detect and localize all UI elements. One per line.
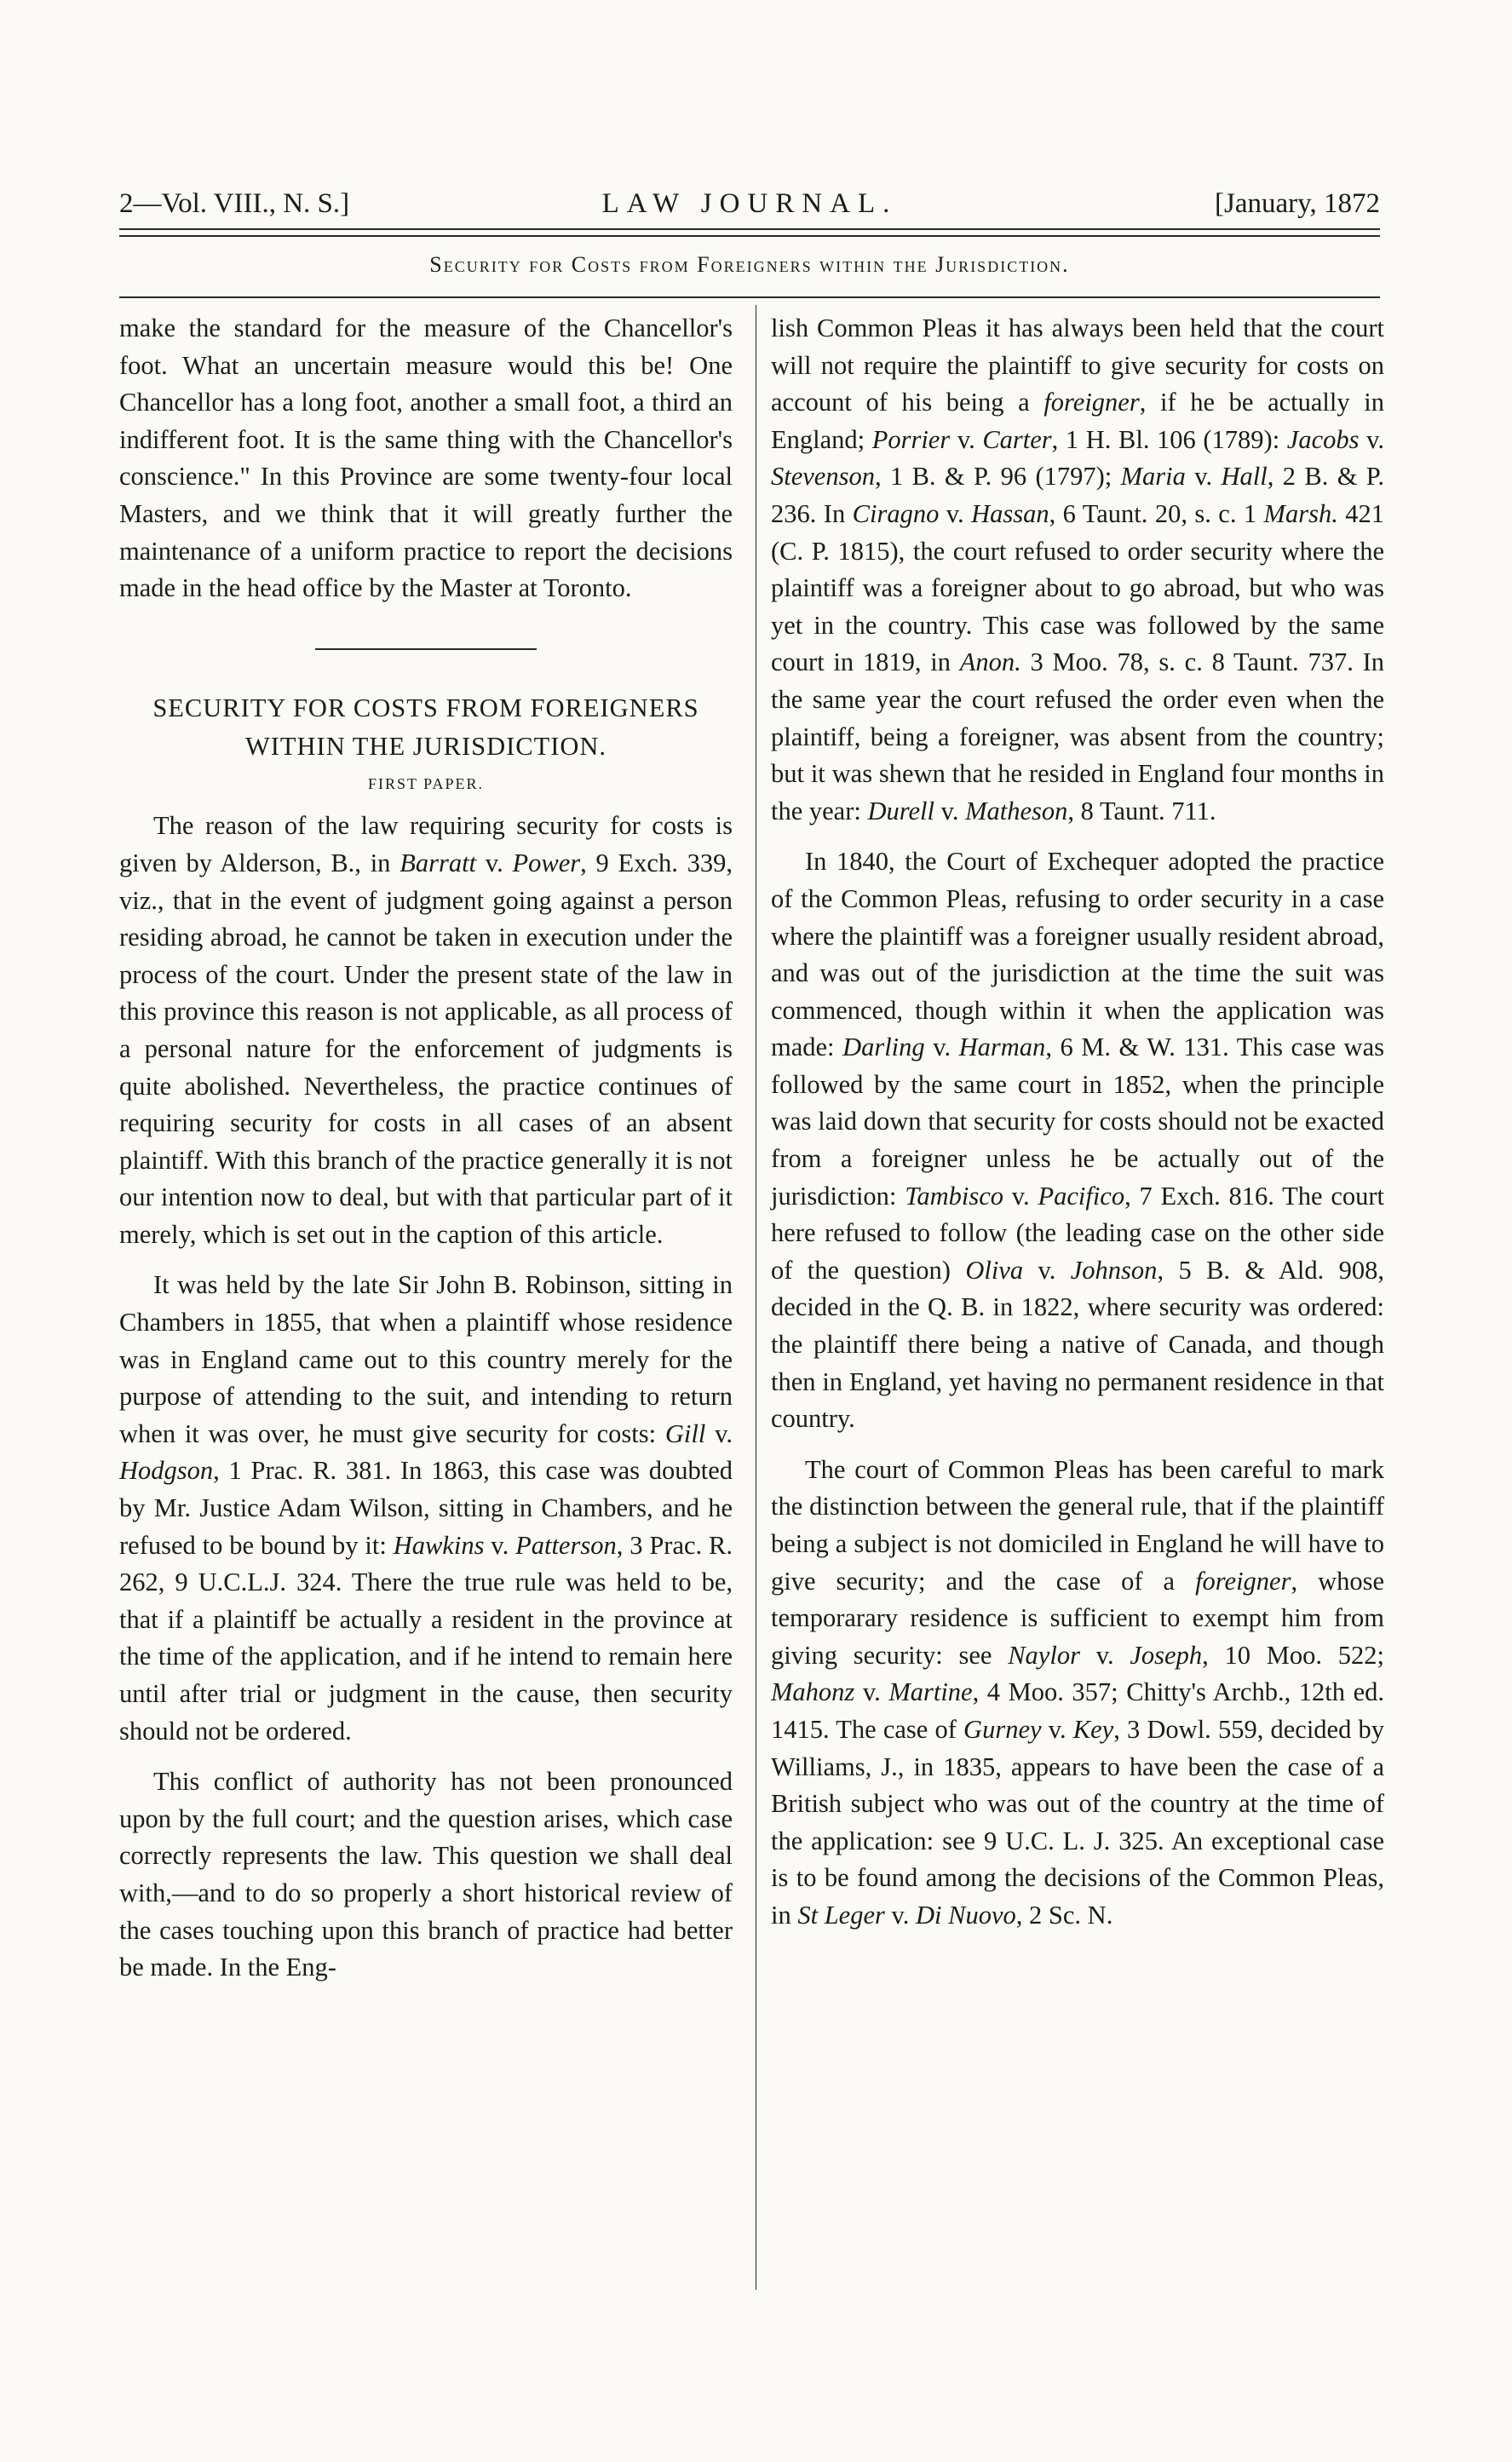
running-head — [119, 181, 1380, 226]
issue-date: [January, 1872 — [1215, 188, 1380, 219]
right-column — [771, 310, 1384, 1935]
paragraph-common-pleas: lish Common Pleas it has always been held that the court will not require the plaintiff to give security for costs on account of his being a foreigner, if he be actually in England; Porrier v. Carter, 1 H. Bl. 106 (1789): Jacobs v. Stevenson, 1 B. & P. 96 (1797); Maria v. Hall, 2 B. & P. 236. In Ciragno v. Hassan, 6 Taunt. 20, s. c. 1 Marsh. 421 (C. P. 1815), the court refused to order security where the plaintiff was a foreigner about to go abroad, but who was yet in the country. This case was followed by the same court in 1819, in Anon. 3 Moo. 78, s. c. 8 Taunt. 737. In the same year the court refused the order even when the plaintiff, being a foreigner, was absent from the country; but it was shewn that he resided in England four months in the year: Durell v. Matheson, 8 Taunt. 711. — [771, 314, 1385, 825]
intro-paragraph: make the standard for the measure of the Chancellor's foot. What an uncertain measure would this be! One Chancellor has a long foot, another a small foot, a third an indifferent foot. It is the same thing with the Chancellor's conscience." In this Province are some twenty-four local Masters, and we think that it will greatly further the maintenance of a uniform practice to report the decisions made in the head office by the Master at Toronto. — [119, 314, 733, 603]
volume-info: 2—Vol. VIII., N. S.] — [119, 188, 350, 219]
paragraph-conflict: This conflict of authority has not been pronounced upon by the full court; and the question arises, which case correctly represents the law. This question we shall deal with,—and to do so properly a short historical review of the cases touching upon this branch of practice had better be made. In the Eng- — [119, 1767, 733, 1982]
article-separator — [315, 648, 537, 650]
paragraph-reason: The reason of the law requiring security for costs is given by Alderson, B., in Barratt v. Power, 9 Exch. 339, viz., that in the event of judgment going against a person residing abroad, he cannot be taken in execution under the process of the court. Under the present state of the law in this province this reason is not applicable, as all process of a personal nature for the enforcement of judgments is quite abolished. Nevertheless, the practice continues of requiring security for costs in all cases of an absent plaintiff. With this branch of the practice generally it is not our intention now to deal, but with that particular part of it merely, which is set out in the caption of this article. — [119, 811, 733, 1249]
paragraph-distinction: The court of Common Pleas has been careful to mark the distinction between the general rule, that if the plaintiff being a subject is not domiciled in England he will have to give security; and the case of a foreigner, whose temporarary residence is sufficient to exempt him from giving security: see Naylor v. Joseph, 10 Moo. 522; Mahonz v. Martine, 4 Moo. 357; Chitty's Archb., 12th ed. 1415. The case of Gurney v. Key, 3 Dowl. 559, decided by Williams, J., in 1835, appears to have been the case of a British subject who was out of the country at the time of the application: see 9 U.C. L. J. 325. An exceptional case is to be found among the decisions of the Common Pleas, in St Leger v. Di Nuovo, 2 Sc. N. — [771, 1454, 1384, 1930]
article-subtitle: FIRST PAPER. — [367, 774, 485, 792]
left-column — [119, 310, 733, 1987]
journal-page — [119, 0, 1385, 2462]
article-title: SECURITY FOR COSTS FROM FOREIGNERS WITHIN THE JURISDICTION. — [152, 693, 699, 761]
paragraph-robinson: It was held by the late Sir John B. Robinson, sitting in Chambers in 1855, that when a plaintiff whose residence was in England came out to this country merely for the purpose of attending to the suit, and intending to return when it was over, he must give security for costs: Gill v. Hodgson, 1 Prac. R. 381. In 1863, this case was doubted by Mr. Justice Adam Wilson, sitting in Chambers, and he refused to be bound by it: Hawkins v. Patterson, 3 Prac. R. 262, 9 U.C.L.J. 324. There the true rule was held to be, that if a plaintiff be actually a resident in the province at the time of the application, and if he intend to remain here until after trial or judgment in the cause, then security should not be ordered. — [119, 1270, 733, 1746]
section-rule — [119, 296, 1380, 298]
section-title: Security for Costs from Foreigners within the Jurisdiction. — [429, 252, 1070, 277]
paragraph-exchequer: In 1840, the Court of Exchequer adopted the practice of the Common Pleas, refusing to order security in a case where the plaintiff was a foreigner usually resident abroad, and was out of the jurisdiction at the time the suit was commenced, though within it when the application was made: Darling v. Harman, 6 M. & W. 131. This case was followed by the same court in 1852, when the principle was laid down that security for costs should not be exacted from a foreigner unless he be actually out of the jurisdiction: Tambisco v. Pacifico, 7 Exch. 816. The court here refused to follow (the leading case on the other side of the question) Oliva v. Johnson, 5 B. & Ald. 908, decided in the Q. B. in 1822, where security was ordered: the plaintiff there being a native of Canada, and though then in England, yet having no permanent residence in that country. — [771, 847, 1384, 1434]
journal-title: LAW JOURNAL. — [601, 188, 898, 219]
header-double-rule — [119, 228, 1380, 237]
